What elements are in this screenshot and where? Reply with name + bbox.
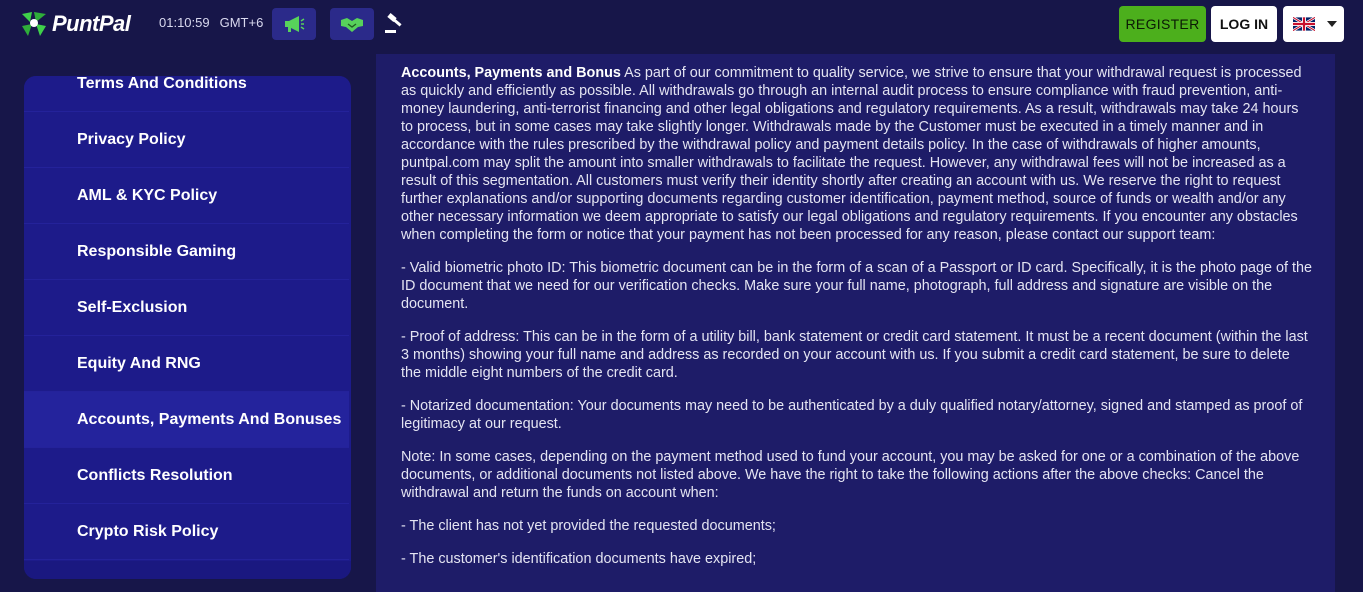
login-button[interactable]: LOG IN — [1211, 6, 1277, 42]
policy-paragraph: - Valid biometric photo ID: This biometric document can be in the form of a scan of a Passport or ID card. Specifically, it is the photo page of the ID document that we need for our verification checks. Make sure your full name, photograph, full address and signature are visible on the document. — [401, 260, 1313, 312]
clock-timezone: GMT+6 — [219, 15, 264, 30]
megaphone-icon — [283, 15, 305, 33]
sidebar-item-self-exclusion[interactable]: Self-Exclusion — [24, 280, 349, 336]
promotions-button[interactable] — [272, 8, 316, 40]
policy-heading: Accounts, Payments and Bonus — [401, 65, 621, 81]
policy-content — [376, 54, 1335, 592]
gavel-icon — [383, 13, 405, 35]
sidebar-item-terms[interactable]: Terms And Conditions — [24, 76, 349, 112]
sidebar-item-responsible-gaming[interactable]: Responsible Gaming — [24, 224, 349, 280]
logo-text: PuntPal — [52, 11, 131, 36]
policy-paragraph: Note: In some cases, depending on the payment method used to fund your account, you may be asked for one or a combination of the above documents, or additional documents not listed above. We have the right to take the following actions after the above checks: Cancel the withdrawal and return the funds on account when: — [401, 449, 1300, 501]
sidebar-footer — [24, 561, 351, 579]
handshake-icon — [340, 15, 364, 33]
clock — [159, 15, 263, 30]
language-selector[interactable] — [1283, 6, 1344, 42]
clover-logo-icon — [18, 8, 50, 40]
sidebar-item-accounts-payments[interactable]: Accounts, Payments And Bonuses — [24, 392, 349, 448]
legal-button[interactable] — [372, 8, 416, 40]
policy-paragraph: - The customer's identification documents have expired; — [401, 551, 757, 567]
policy-paragraph: - The client has not yet provided the requested documents; — [401, 518, 776, 534]
sidebar-item-conflicts[interactable]: Conflicts Resolution — [24, 448, 349, 504]
clock-time: 01:10:59 — [159, 15, 210, 30]
policy-text — [401, 64, 1313, 583]
site-logo[interactable] — [18, 8, 130, 40]
chevron-down-icon — [1327, 21, 1337, 27]
policy-paragraph: - Notarized documentation: Your documents may need to be authenticated by a duly qualified notary/attorney, signed and stamped as proof of legitimacy at our request. — [401, 398, 1303, 432]
policy-intro-text: As part of our commitment to quality service, we strive to ensure that your withdrawal request is processed as quickly and efficiently as possible. All withdrawals go through an internal audit process to ensure compliance with fraud prevention, anti-money laundering, anti-terrorist financing and other legal obligations and regulatory requirements. As a result, withdrawals may take 24 hours to process, but in some cases may take slightly longer. Withdrawals made by the Customer must be executed in a timely manner and in accordance with the rules prescribed by the withdrawal policy and payment details policy. In the case of withdrawals of higher amounts, puntpal.com may split the amount into smaller withdrawals to facilitate the request. However, any withdrawal fees will not be increased as a result of this segmentation. All customers must verify their identity shortly after creating an account with us. We reserve the right to request further explanations and/or supporting documents regarding customer identification, payment method, source of funds or wealth and/or any other necessary information we deem appropriate to satisfy our legal obligations and regulatory requirements. If you encounter any obstacles when completing the form or notice that your payment has not been processed for any reason, please contact our support team: — [401, 65, 1302, 243]
partners-button[interactable] — [330, 8, 374, 40]
sidebar-item-privacy[interactable]: Privacy Policy — [24, 112, 349, 168]
policy-paragraph: - Proof of address: This can be in the form of a utility bill, bank statement or credit card statement. It must be a recent document (within the last 3 months) showing your full name and address as recorded on your account with us. If you submit a credit card statement, be sure to delete the middle eight numbers of the credit card. — [401, 329, 1308, 381]
sidebar-item-aml-kyc[interactable]: AML & KYC Policy — [24, 168, 349, 224]
uk-flag-icon — [1293, 17, 1315, 31]
policy-intro — [401, 64, 1313, 244]
top-header — [0, 0, 1363, 48]
sidebar-list — [24, 76, 349, 560]
legal-sidebar — [24, 76, 351, 579]
register-button[interactable]: REGISTER — [1119, 6, 1206, 42]
sidebar-item-equity-rng[interactable]: Equity And RNG — [24, 336, 349, 392]
sidebar-item-crypto-risk[interactable]: Crypto Risk Policy — [24, 504, 349, 560]
